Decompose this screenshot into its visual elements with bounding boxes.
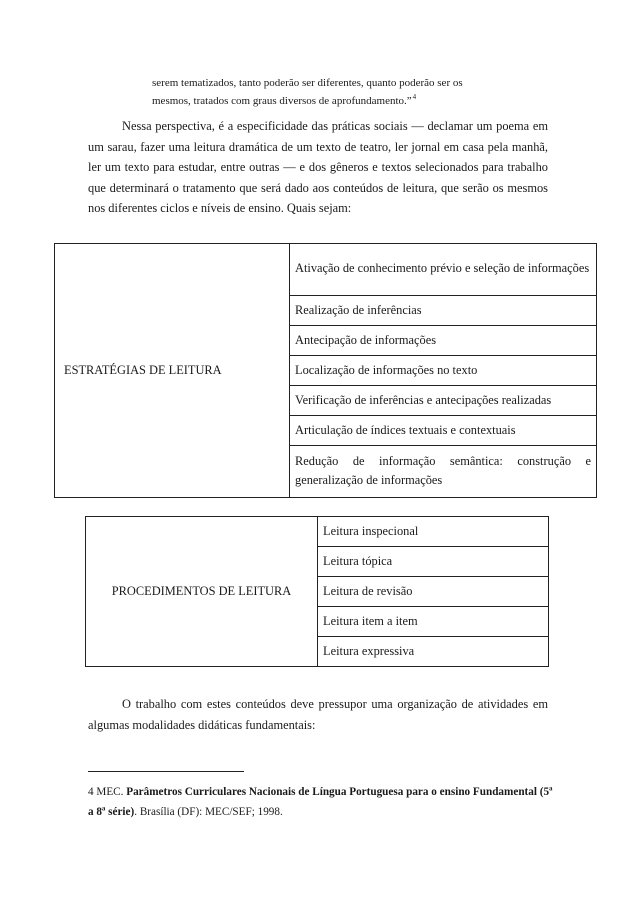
quote-line-2 xyxy=(152,90,552,108)
strategy-item: Verificação de inferências e antecipações realizadas xyxy=(290,386,597,416)
procedure-item: Leitura tópica xyxy=(318,547,549,577)
reading-strategies-table xyxy=(54,243,597,498)
procedure-item: Leitura expressiva xyxy=(318,637,549,667)
footnote-number-author: 4 MEC. xyxy=(88,786,124,798)
paragraph-practices: Nessa perspectiva, é a especificidade das práticas sociais — declamar um poema em um sarau, fazer uma leitura dramática de um texto de teatro, ler jornal em casa pela manhã, ler um texto para estudar, entre outras — e dos gêneros e textos selecionados para trabalho que determinará o tratamento que será dado aos conteúdos de leitura, que serão os mesmos nos diferentes ciclos e níveis de ensino. Quais sejam: xyxy=(88,119,548,215)
strategy-item: Articulação de índices textuais e contextuais xyxy=(290,416,597,446)
reading-procedures-table xyxy=(85,516,549,667)
footnote-title: Parâmetros Curriculares Nacionais de Língua Portuguesa para o ensino Fundamental (5ª a 8ª série) xyxy=(88,786,553,818)
procedure-item: Leitura inspecional xyxy=(318,517,549,547)
footnote-publication: . Brasília (DF): MEC/SEF; 1998. xyxy=(134,806,283,818)
strategy-item: Redução de informação semântica: construção e generalização de informações xyxy=(290,446,597,498)
strategy-item-text: Ativação de conhecimento prévio e seleção de informações xyxy=(295,261,590,276)
strategy-item: Realização de inferências xyxy=(290,296,597,326)
procedure-item: Leitura item a item xyxy=(318,607,549,637)
footnote-separator xyxy=(88,771,244,772)
quote-line-1: serem tematizados, tanto poderão ser diferentes, quanto poderão ser os xyxy=(152,77,463,89)
strategy-item xyxy=(290,244,597,296)
strategy-item: Antecipação de informações xyxy=(290,326,597,356)
block-quote xyxy=(152,76,552,108)
footnote xyxy=(88,782,558,822)
paragraph-didactic-modalities: O trabalho com estes conteúdos deve pressupor uma organização de atividades em algumas modalidades didáticas fundamentais: xyxy=(88,697,548,732)
footnote-reference: 4 xyxy=(412,93,417,101)
quote-line-2-text: mesmos, tratados com graus diversos de aprofundamento.” xyxy=(152,95,412,107)
procedures-header: PROCEDIMENTOS DE LEITURA xyxy=(86,517,318,667)
strategy-item: Localização de informações no texto xyxy=(290,356,597,386)
procedure-item: Leitura de revisão xyxy=(318,577,549,607)
strategies-header: ESTRATÉGIAS DE LEITURA xyxy=(55,244,290,498)
